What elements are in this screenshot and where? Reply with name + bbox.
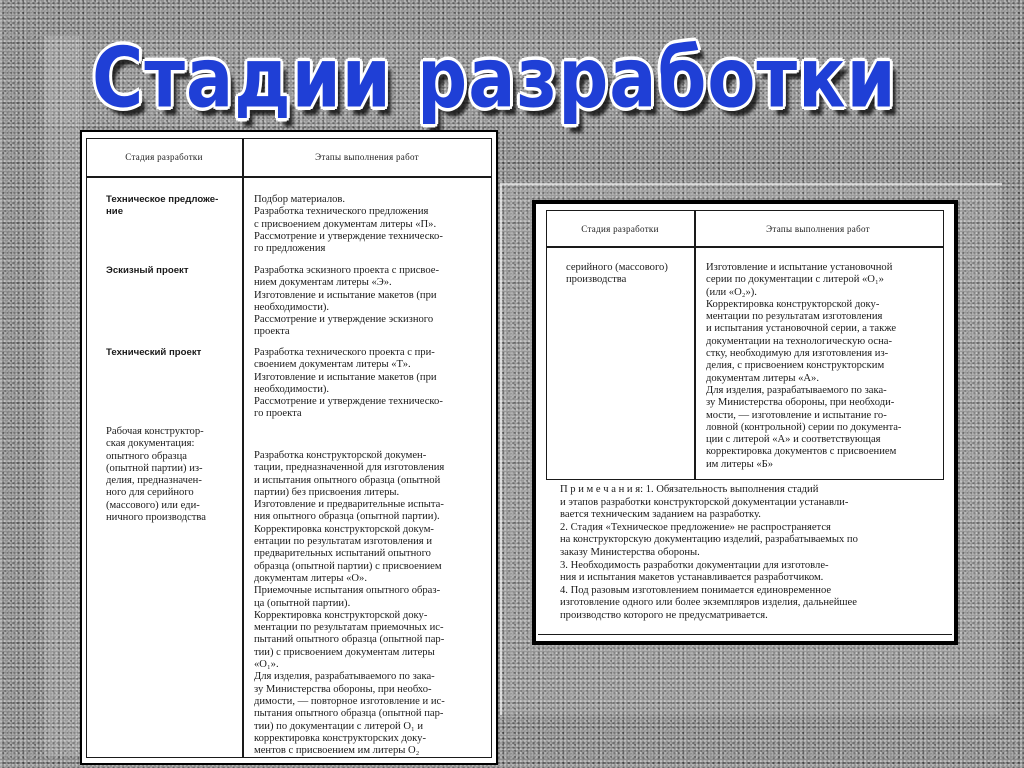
note-text-line: П р и м е ч а н и я: 1. Обязательность выполнения стадий [560,484,819,495]
background-frame-left [44,36,79,756]
works-text-line: ентации по результатам изготовления и [254,536,432,548]
note-text-line: ния и испытания макетов устанавливается разработчиком. [560,572,824,584]
right-stage-serial-production [566,262,668,287]
left-works-draft-project [254,265,439,339]
works-text-line: предварительных испытаний опытного [254,548,431,560]
note-text-line: производство которого не предусматривается. [560,609,768,621]
works-text-line: им литеры «Б» [706,458,774,470]
works-text-line: пытаний опытного образца (опытной пар- [254,634,445,646]
stage-text-line: делия, предназначен- [106,475,202,487]
works-text-line: ца (опытной партии). [254,597,351,609]
works-text-line: серии по документации с литерой «О₁» [706,274,884,286]
works-text-line: димости, — повторное изготовление и ис- [254,695,445,707]
works-text-line: корректировка конструкторских доку- [254,732,426,744]
works-text-line: документации на технологическую осна- [706,335,892,347]
note-text-line: 3. Необходимость разработки документации для изготовле- [560,559,829,571]
note-text-line: вается техническим заданием на разработку. [560,509,761,521]
stage-text-line: Эскизный проект [106,265,189,276]
left-stage-draft-project [106,265,189,277]
left-works-tech-proposal [254,194,443,255]
works-text-line: Корректировка конструкторской доку- [706,298,880,310]
works-text-line: Разработка эскизного проекта с присвое- [254,265,440,276]
left-header-stage: Стадия разработки [125,152,203,162]
stage-text-line: серийного (массового) [566,262,668,273]
right-header-stage: Стадия разработки [581,224,659,234]
works-text-line: Разработка технического проекта с при- [254,347,435,358]
stage-text-line: ничного производства [106,512,206,524]
slide-title: Стадии разработки [92,30,897,127]
works-text-line: Подбор материалов. [254,194,346,205]
works-text-line: корректировка документов с присвоением [706,446,897,458]
works-text-line: «О₁». [254,659,279,671]
works-text-line: тации, предназначенной для изготовления [254,462,445,474]
works-text-line: го проекта [254,408,302,420]
works-text-line: пытания опытного образца (опытной пар- [254,708,444,720]
right-document-page [532,200,958,645]
works-text-line: ции с литерой «А» и соответствующая [706,434,881,446]
works-text-line: Рассмотрение и утверждение эскизного [254,314,434,326]
note-text-line: заказу Министерства обороны. [560,546,700,558]
works-text-line: Для изделия, разрабатываемого по зака- [254,671,435,683]
works-text-line: документам литеры «А». [706,372,819,384]
works-text-line: необходимости). [254,383,330,395]
works-text-line: го предложения [254,243,326,255]
works-text-line: нием документам литеры «Э». [254,277,392,289]
left-stage-tech-proposal [106,194,218,219]
stage-text-line: Рабочая конструктор- [106,426,204,437]
stage-text-line: ного для серийного [106,487,194,499]
right-header-divider [546,246,944,248]
stage-text-line: (массового) или еди- [106,499,200,511]
note-text-line: и этапов разработки конструкторской документации устанавли- [560,496,849,508]
works-text-line: Корректировка конструкторской доку- [254,609,428,621]
works-text-line: и испытания установочной серии, а также [706,323,897,335]
works-text-line: Изготовление и испытание макетов (при [254,371,437,383]
works-text-line: Рассмотрение и утверждение техническо- [254,230,443,242]
works-text-line: ментов с присвоением им литеры О₂ [254,745,420,757]
works-text-line: тии) с присвоением документам литеры [254,646,435,658]
left-stage-technical-project [106,347,201,359]
works-text-line: Изготовление и испытание установочной [706,262,893,273]
works-text-line: зу Министерства обороны, при необхо- [254,683,432,695]
works-text-line: мости, — изготовление и испытание го- [706,409,887,421]
works-text-line: ния опытного образца (опытной партии). [254,511,440,523]
works-text-line: ментации по результатам изготовления [706,311,883,323]
note-text-line: изготовление одного или более экземпляров изделия, дальнейшее [560,597,857,609]
works-text-line: тии) по документации с литерой О₁ и [254,720,424,732]
works-text-line: Приемочные испытания опытного образ- [254,585,441,597]
right-header-works: Этапы выполнения работ [766,224,870,234]
works-text-line: (или «О₂»). [706,286,757,298]
works-text-line: своением документам литеры «Т». [254,359,411,371]
left-document-page [80,130,498,765]
stage-text-line: (опытной партии) из- [106,462,203,474]
works-text-line: стку, необходимую для изготовления из- [706,348,889,360]
left-header-divider [86,176,492,178]
works-text-line: ментации по результатам приемочных ис- [254,622,444,634]
stage-text-line: ние [106,206,124,218]
left-works-working-docs [254,450,445,757]
right-notes [560,484,858,623]
works-text-line: партии) без присвоения литеры. [254,486,400,498]
left-works-technical-project [254,347,443,421]
works-text-line: зу Министерства обороны, при необходи- [706,397,895,409]
stage-text-line: ская документация: [106,438,195,450]
works-text-line: Изготовление и предварительные испыта- [254,499,444,511]
note-text-line: 2. Стадия «Техническое предложение» не распространяется [560,521,831,533]
works-text-line: необходимости). [254,301,330,313]
works-text-line: образца (опытной партии) с присвоением [254,560,442,572]
note-text-line: 4. Под разовым изготовлением понимается единовременное [560,584,832,596]
right-page-footer-rule [538,634,952,636]
works-text-line: Корректировка конструкторской докум- [254,523,434,535]
stage-text-line: опытного образца [106,450,187,462]
right-works-serial-production [706,262,901,471]
left-column-divider [242,138,244,758]
works-text-line: Изготовление и испытание макетов (при [254,289,437,301]
works-text-line: Для изделия, разрабатываемого по зака- [706,384,887,396]
left-header-works: Этапы выполнения работ [315,152,419,162]
works-text-line: ловной (контрольной) серии по документа- [706,421,902,433]
note-text-line: на конструкторскую документацию изделий, разрабатываемых по [560,534,858,546]
stage-text-line: производства [566,274,627,286]
stage-text-line: Техническое предложе- [106,194,219,205]
right-column-divider [694,210,696,480]
works-text-line: Разработка технического предложения [254,206,429,218]
works-text-line: и испытания опытного образца (опытной [254,474,441,486]
stage-text-line: Технический проект [106,347,202,358]
works-text-line: документам литеры «О». [254,572,367,584]
works-text-line: делия, с присвоением конструкторским [706,360,885,372]
works-text-line: Разработка конструкторской докумен- [254,450,427,461]
works-text-line: с присвоением документам литеры «П». [254,218,437,230]
works-text-line: проекта [254,326,290,338]
works-text-line: Рассмотрение и утверждение техническо- [254,396,443,408]
left-stage-working-docs [106,426,206,524]
